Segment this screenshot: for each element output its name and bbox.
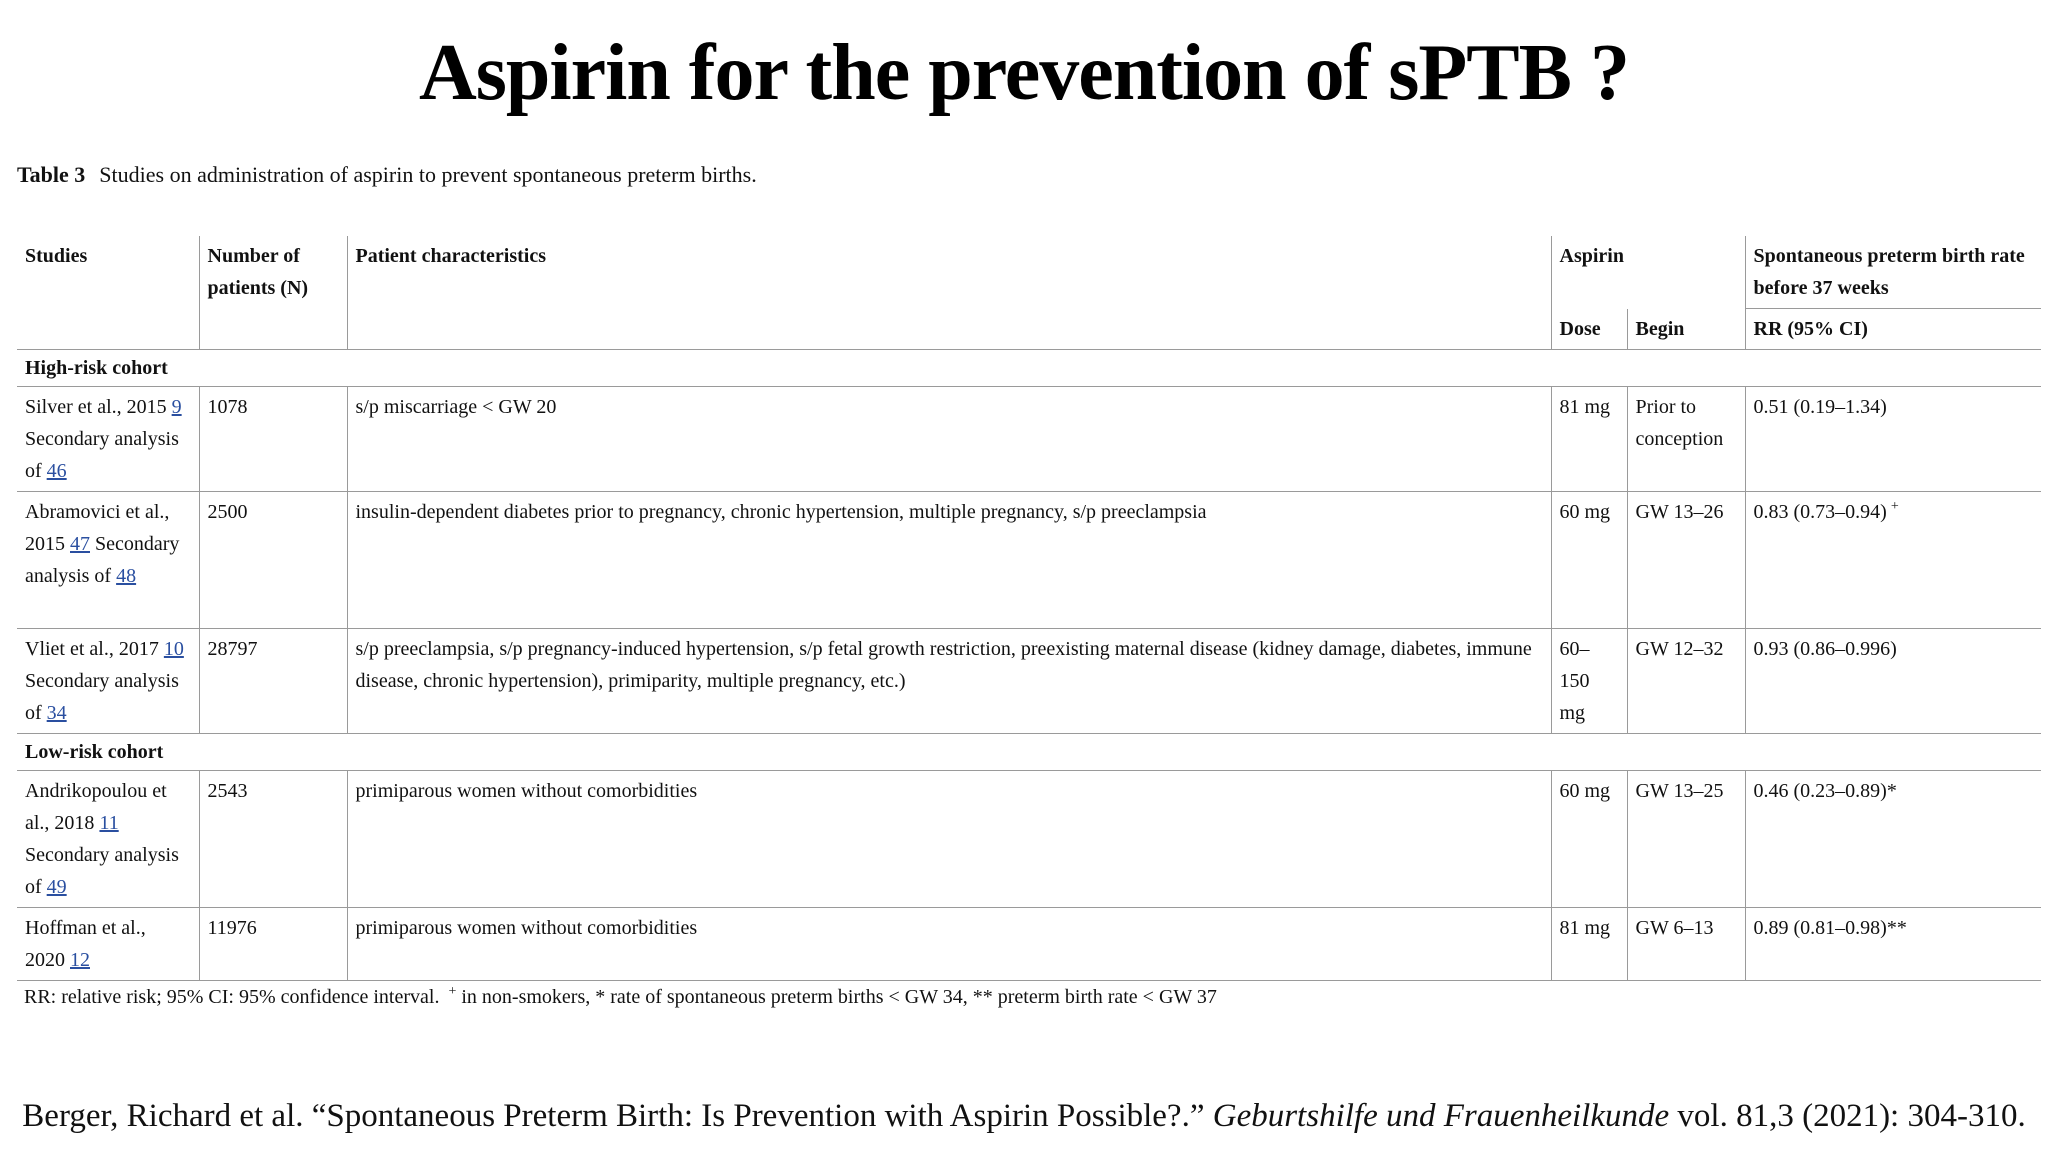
patients-cell: 1078 <box>199 387 347 492</box>
study-name: Hoffman et al., 2020 <box>25 917 146 971</box>
footnote-superscript: + <box>448 984 457 1000</box>
secondary-analysis-text: Secondary analysis of <box>25 428 179 482</box>
header-sptb: Spontaneous preterm birth rate before 37 weeks <box>1745 236 2041 309</box>
table-caption-text: Studies on administration of aspirin to prevent spontaneous preterm births. <box>99 162 757 187</box>
study-cell <box>17 908 199 981</box>
table-caption <box>17 162 757 188</box>
secondary-ref-link[interactable]: 49 <box>46 876 67 898</box>
studies-table <box>17 236 2041 981</box>
characteristics-cell: primiparous women without comorbidities <box>347 908 1551 981</box>
citation-journal: Geburtshilfe und Frauenheilkunde <box>1212 1098 1670 1134</box>
header-aspirin: Aspirin <box>1551 236 1745 309</box>
characteristics-cell: s/p preeclampsia, s/p pregnancy-induced hypertension, s/p fetal growth restriction, preexisting maternal disease (kidney damage, diabetes, immune disease, chronic hypertension), primiparity, multiple pregnancy, etc.) <box>347 629 1551 734</box>
rr-cell <box>1745 387 2041 492</box>
characteristics-cell: insulin-dependent diabetes prior to pregnancy, chronic hypertension, multiple pregnancy, s/p preeclampsia <box>347 492 1551 629</box>
rr-value: 0.89 (0.81–0.98)** <box>1753 917 1907 939</box>
citation <box>0 1098 2048 1135</box>
dose-cell: 81 mg <box>1551 908 1627 981</box>
table-row <box>17 629 2041 734</box>
table-header-row <box>17 236 2041 309</box>
rr-cell <box>1745 629 2041 734</box>
secondary-analysis-text: Secondary analysis of <box>25 670 179 724</box>
table-row <box>17 387 2041 492</box>
footnote-text: in non-smokers, * rate of spontaneous preterm births < GW 34, ** preterm birth rate < GW 37 <box>461 986 1217 1008</box>
dose-cell: 81 mg <box>1551 387 1627 492</box>
table-row <box>17 908 2041 981</box>
cohort-label: Low-risk cohort <box>17 734 2041 771</box>
header-studies: Studies <box>17 236 199 350</box>
citation-volume: vol. 81,3 (2021): 304-310. <box>1677 1098 2026 1134</box>
secondary-analysis-text: Secondary analysis of <box>25 533 180 587</box>
dose-cell: 60 mg <box>1551 771 1627 908</box>
table-row <box>17 771 2041 908</box>
slide-title: Aspirin for the prevention of sPTB ? <box>419 29 1629 117</box>
study-name: Silver et al., 2015 <box>25 396 167 418</box>
footnote-text: RR: relative risk; 95% CI: 95% confidence interval. <box>24 986 440 1008</box>
study-ref-link[interactable]: 47 <box>70 533 90 555</box>
study-ref-link[interactable]: 11 <box>99 812 119 834</box>
cohort-label: High-risk cohort <box>17 350 2041 387</box>
patients-cell: 28797 <box>199 629 347 734</box>
study-name: Abramovici et al., 2015 <box>25 501 170 555</box>
table-row <box>17 492 2041 629</box>
rr-value: 0.93 (0.86–0.996) <box>1753 638 1897 660</box>
study-cell <box>17 771 199 908</box>
characteristics-cell: primiparous women without comorbidities <box>347 771 1551 908</box>
rr-superscript: + <box>1890 499 1899 515</box>
study-cell <box>17 387 199 492</box>
header-rr: RR (95% CI) <box>1745 309 2041 350</box>
begin-cell: GW 6–13 <box>1627 908 1745 981</box>
begin-cell: Prior to conception <box>1627 387 1745 492</box>
header-begin: Begin <box>1627 309 1745 350</box>
secondary-ref-link[interactable]: 34 <box>46 702 67 724</box>
secondary-ref-link[interactable]: 48 <box>116 565 137 587</box>
begin-cell: GW 13–25 <box>1627 771 1745 908</box>
header-patients: Number of patients (N) <box>199 236 347 350</box>
secondary-analysis-text: Secondary analysis of <box>25 844 179 898</box>
study-ref-link[interactable]: 12 <box>70 949 90 971</box>
study-name: Vliet et al., 2017 <box>25 638 159 660</box>
dose-cell: 60 mg <box>1551 492 1627 629</box>
rr-cell <box>1745 771 2041 908</box>
cohort-row-high <box>17 350 2041 387</box>
cohort-row-low <box>17 734 2041 771</box>
rr-value: 0.83 (0.73–0.94) <box>1753 501 1887 523</box>
begin-cell: GW 12–32 <box>1627 629 1745 734</box>
rr-cell <box>1745 908 2041 981</box>
table-label: Table 3 <box>17 162 86 187</box>
table-footnote <box>24 986 1217 1009</box>
study-cell <box>17 492 199 629</box>
study-name: Andrikopoulou et al., 2018 <box>25 780 167 834</box>
rr-value: 0.46 (0.23–0.89)* <box>1753 780 1897 802</box>
study-cell <box>17 629 199 734</box>
patients-cell: 11976 <box>199 908 347 981</box>
begin-cell: GW 13–26 <box>1627 492 1745 629</box>
dose-cell: 60–150 mg <box>1551 629 1627 734</box>
characteristics-cell: s/p miscarriage < GW 20 <box>347 387 1551 492</box>
patients-cell: 2500 <box>199 492 347 629</box>
study-ref-link[interactable]: 10 <box>163 638 184 660</box>
study-ref-link[interactable]: 9 <box>171 396 182 418</box>
rr-cell <box>1745 492 2041 629</box>
secondary-ref-link[interactable]: 46 <box>46 460 67 482</box>
rr-value: 0.51 (0.19–1.34) <box>1753 396 1887 418</box>
header-characteristics: Patient characteristics <box>347 236 1551 350</box>
patients-cell: 2543 <box>199 771 347 908</box>
header-dose: Dose <box>1551 309 1627 350</box>
citation-authors-title: Berger, Richard et al. “Spontaneous Preterm Birth: Is Prevention with Aspirin Possible?.” <box>22 1098 1205 1134</box>
